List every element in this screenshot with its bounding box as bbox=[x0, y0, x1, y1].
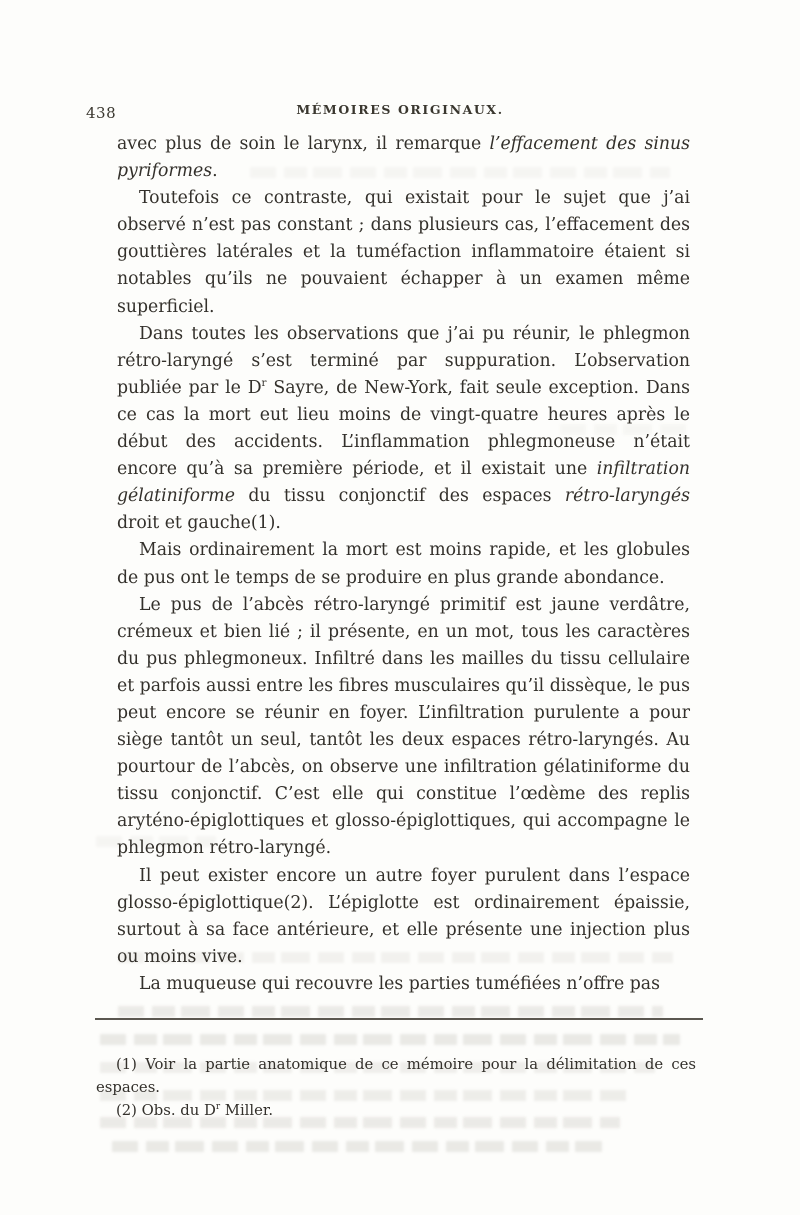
footnote: (2) Obs. du $D^r$ Miller. bbox=[116, 1102, 274, 1119]
paragraph: La muqueuse qui recouvre les parties tuméfiées n’offre pas bbox=[139, 973, 660, 994]
footnote-separator bbox=[95, 1018, 703, 1020]
paragraph: Mais ordinairement la mort est moins rapide, et les globules de pus ont le temps de se produire en plus grande abondance. bbox=[117, 540, 690, 588]
paragraph: avec plus de soin le larynx, il remarque l’effacement des sinus pyriformes. bbox=[117, 134, 690, 182]
bleedthrough-artifact bbox=[112, 1141, 602, 1152]
body-text bbox=[117, 131, 690, 998]
footnote: (1) Voir la partie anatomique de ce mémoire pour la délimitation de ces espaces. bbox=[96, 1056, 696, 1096]
paragraph: Toutefois ce contraste, qui existait pour le sujet que j’ai observé n’est pas constant ; dans plusieurs cas, l’effacement des gouttières latérales et la tuméfaction inflammatoire étaient si notables qu’ils ne pouvaient échapper à un examen même superficiel. bbox=[117, 188, 690, 317]
paragraph: Le pus de l’abcès rétro-laryngé primitif est jaune verdâtre, crémeux et bien lié ; il présente, en un mot, tous les caractères du pus phlegmoneux. Infiltré dans les mailles du tissu cellulaire et parfois aussi entre les fibres musculaires qu’il dissèque, le pus peut encore se réunir en foyer. L’infiltration purulente a pour siège tantôt un seul, tantôt les deux espaces rétro-laryngés. Au pourtour de l’abcès, on observe une infiltration gélatiniforme du tissu conjonctif. C’est elle qui constitue l’œdème des replis aryténo-épiglottiques et glosso-épiglottiques, qui accompagne le phlegmon rétro-laryngé. bbox=[117, 594, 690, 859]
running-header: MÉMOIRES ORIGINAUX. bbox=[296, 102, 504, 117]
footnotes bbox=[96, 1053, 696, 1122]
page-number: 438 bbox=[86, 104, 117, 122]
bleedthrough-artifact bbox=[118, 1006, 663, 1017]
page-header bbox=[0, 102, 800, 122]
bleedthrough-artifact bbox=[100, 1034, 680, 1045]
paragraph: Il peut exister encore un autre foyer purulent dans l’espace glosso-épiglottique(2). L’épiglotte est ordinairement épaissie, surtout à sa face antérieure, et elle présente une injection plus ou moins vive. bbox=[117, 865, 690, 967]
paragraph: Dans toutes les observations que j’ai pu réunir, le phlegmon rétro-laryngé s’est terminé par suppuration. L’observation publiée par le $D^r$ Sayre, de New-York, fait seule exception. Dans ce cas la mort eut lieu moins de vingt-quatre heures après le début des accidents. L’inflammation phlegmoneuse n’était encore qu’à sa première période, et il existait une infiltration gélatiniforme du tissu conjonctif des espaces rétro-laryngés droit et gauche(1). bbox=[117, 323, 690, 534]
